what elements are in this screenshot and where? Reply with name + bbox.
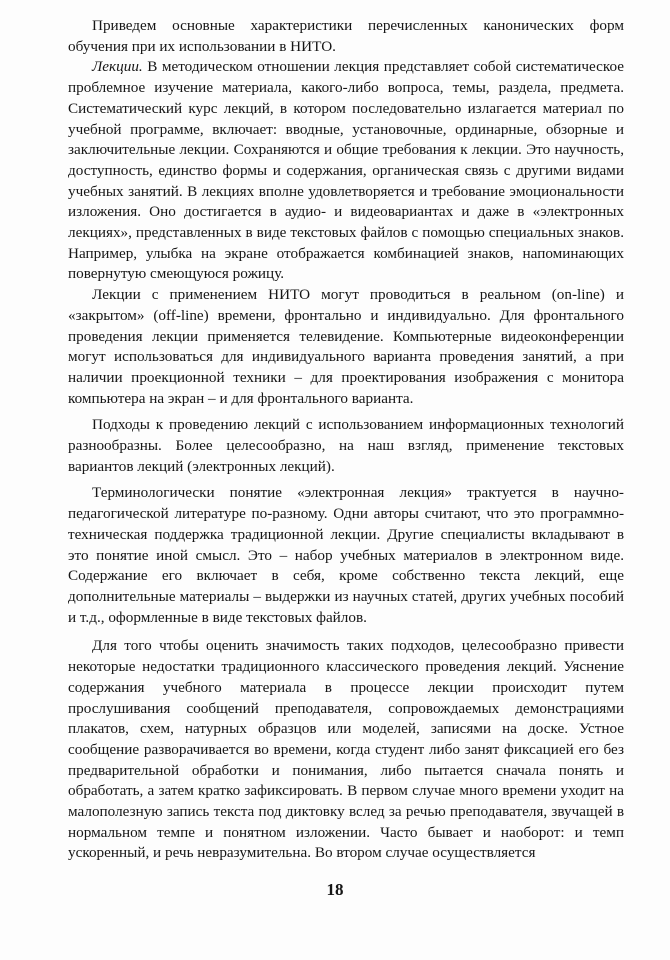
paragraph-text: Терминологически понятие «электронная лекция» трактуется в научно-педагогической литературе по-разному. Одни авторы считают, что это программно-техническая поддержка традиционной лекции. Другие специалисты вкладывают в это понятие иной смысл. Это – набор учебных материалов в электронном виде. Содержание его включает в себя, кроме собственно текста лекций, еще дополнительные материалы – выдержки из научных статей, других учебных пособий и т.д., оформленные в виде текстовых файлов. bbox=[68, 484, 624, 626]
paragraph-text: Приведем основные характеристики перечисленных канонических форм обучения при их использовании в НИТО. bbox=[68, 17, 624, 55]
paragraph-lectures bbox=[68, 57, 624, 285]
paragraph-nito-lectures bbox=[68, 285, 624, 409]
paragraph-text: Подходы к проведению лекций с использованием информационных технологий разнообразны. Более целесообразно, на наш взгляд, применение текстовых вариантов лекций (электронных лекций). bbox=[68, 416, 624, 475]
paragraph-lead-term: Лекции. bbox=[92, 58, 143, 76]
paragraph-approaches bbox=[68, 415, 624, 477]
paragraph-intro bbox=[68, 16, 624, 57]
paragraph-text: Для того чтобы оценить значимость таких подходов, целесообразно привести некоторые недостатки традиционного классического проведения лекций. Уяснение содержания учебного материала в процессе лекции происходит путем прослушивания сообщений преподавателя, сопровождаемых демонстрациями плакатов, схем, натурных образцов или моделей, записями на доске. Устное сообщение разворачивается во времени, когда студент либо занят фиксацией его без предварительной обработки и понимания, либо пытается сначала понять и обработать, а затем кратко зафиксировать. В первом случае много времени уходит на малополезную запись текста под диктовку вслед за речью преподавателя, звучащей в нормальном темпе и понятном изложении. Часто бывает и наоборот: и темп ускоренный, и речь невразумительна. Во втором случае осуществляется bbox=[68, 637, 624, 862]
paragraph-text: В методическом отношении лекция представляет собой систематическое проблемное изучение материала, какого-либо вопроса, темы, раздела, предмета. Систематический курс лекций, в котором последовательно излагается материал по учебной программе, включает: вводные, установочные, ординарные, обзорные и заключительные лекции. Сохраняются и общие требования к лекции. Это научность, доступность, единство формы и содержания, органическая связь с другими видами учебных занятий. В лекциях вполне удовлетворяется и требование эмоциональности изложения. Оно достигается в аудио- и видеовариантах и даже в «электронных лекциях», представленных в виде текстовых файлов с помощью специальных знаков. Например, улыбка на экране отображается комбинацией знаков, напоминающих повернутую смеющуюся рожицу. bbox=[68, 58, 624, 283]
paragraph-text: Лекции с применением НИТО могут проводиться в реальном (on-line) и «закрытом» (off-line) времени, фронтально и индивидуально. Для фронтального проведения лекции применяется телевидение. Компьютерные видеоконференции могут использоваться для индивидуального варианта проведения занятий, а при наличии проекционной техники – для проектирования изображения с монитора компьютера на экран – и для фронтального варианта. bbox=[68, 286, 624, 407]
body-text bbox=[68, 16, 624, 864]
page-number: 18 bbox=[326, 880, 344, 899]
paragraph-drawbacks bbox=[68, 636, 624, 864]
paragraph-terminology bbox=[68, 483, 624, 628]
